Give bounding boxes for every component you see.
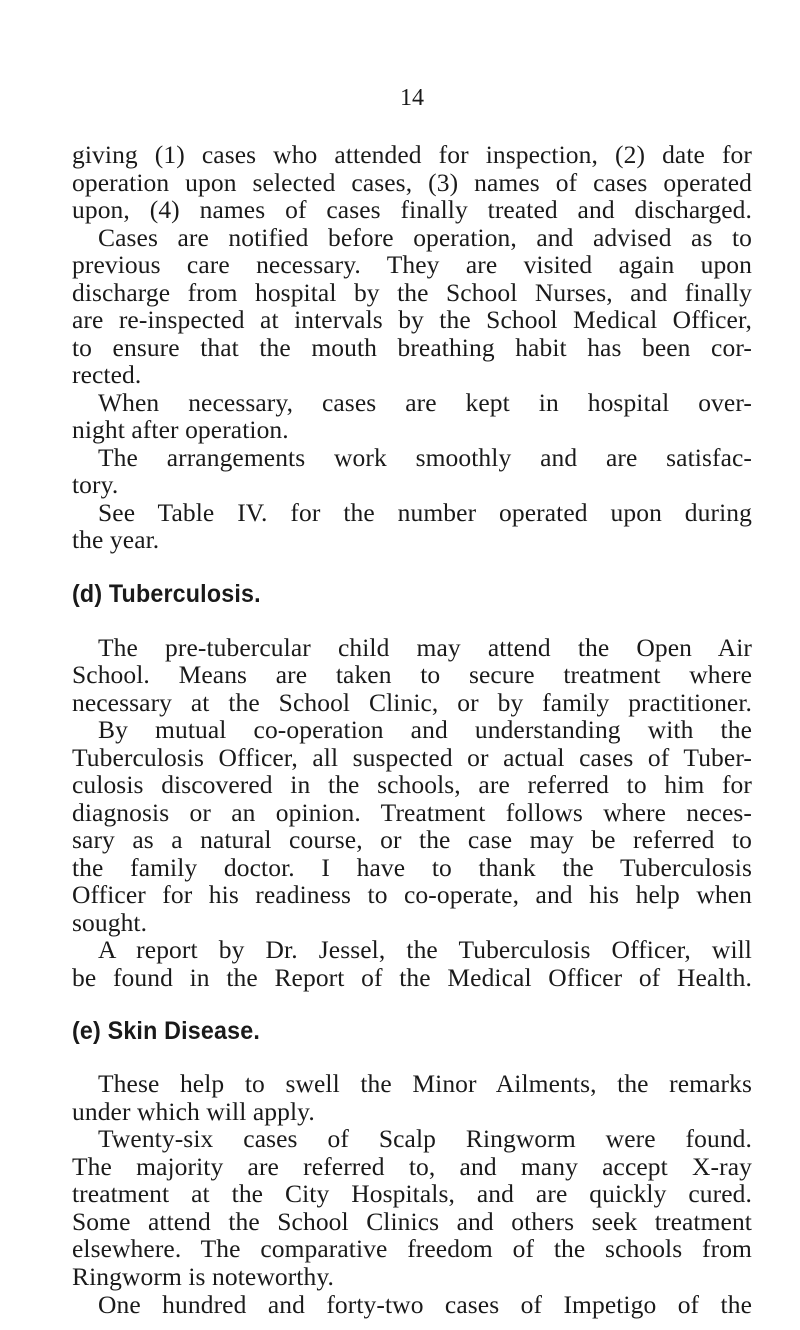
- text-line: treatment at the City Hospitals, and are quickly cured.: [72, 1179, 752, 1209]
- text-line: Some attend the School Clinics and others seek treatment: [72, 1206, 752, 1236]
- text-line: upon, (4) names of cases finally treated and discharged.: [72, 195, 752, 225]
- text-line: elsewhere. The comparative freedom of the schools from: [72, 1234, 752, 1264]
- text-line: School. Means are taken to secure treatment where: [72, 660, 752, 690]
- text-line: the family doctor. I have to thank the Tuberculosis: [72, 852, 752, 882]
- text-line: to ensure that the mouth breathing habit has been cor-: [72, 332, 752, 362]
- section-heading-tuberculosis: (d) Tuberculosis.: [72, 580, 261, 609]
- text-line: The arrangements work smoothly and are satisfac-: [98, 442, 752, 472]
- text-line: The pre-tubercular child may attend the Open Air: [98, 632, 752, 662]
- text-line: A report by Dr. Jessel, the Tuberculosis Officer, will: [98, 935, 752, 965]
- text-line: operation upon selected cases, (3) names of cases operated: [72, 167, 752, 197]
- text-line: night after operation.: [72, 415, 289, 445]
- text-line: By mutual co-operation and understanding with the: [98, 715, 752, 745]
- text-line: sary as a natural course, or the case may be referred to: [72, 825, 752, 855]
- text-line: sought.: [72, 907, 148, 937]
- text-line: necessary at the School Clinic, or by family practitioner.: [72, 687, 752, 717]
- text-line: When necessary, cases are kept in hospital over-: [98, 387, 752, 417]
- text-line: Officer for his readiness to co-operate, and his help when: [72, 880, 752, 910]
- text-line: are re-inspected at intervals by the School Medical Officer,: [72, 305, 752, 335]
- section-heading-skin-disease: (e) Skin Disease.: [72, 1017, 260, 1046]
- page-number: 14: [400, 85, 424, 111]
- text-line: diagnosis or an opinion. Treatment follows where neces-: [72, 797, 752, 827]
- text-line: under which will apply.: [72, 1096, 315, 1126]
- text-line: the year.: [72, 525, 160, 555]
- text-line: Cases are notified before operation, and advised as to: [98, 222, 752, 252]
- text-line: previous care necessary. They are visited again upon: [72, 250, 752, 280]
- text-line: These help to swell the Minor Ailments, the remarks: [98, 1069, 752, 1099]
- text-line: be found in the Report of the Medical Officer of Health.: [72, 962, 752, 992]
- text-line: giving (1) cases who attended for inspection, (2) date for: [72, 140, 752, 169]
- text-line: rected.: [72, 360, 142, 390]
- text-line: Ringworm is noteworthy.: [72, 1261, 335, 1291]
- text-line: See Table IV. for the number operated upon during: [98, 497, 752, 527]
- text-line: tory.: [72, 470, 119, 500]
- text-line: discharge from hospital by the School Nurses, and finally: [72, 277, 752, 307]
- text-line: One hundred and forty-two cases of Impetigo of the: [98, 1289, 752, 1319]
- text-line: The majority are referred to, and many accept X-ray: [72, 1151, 752, 1181]
- text-line: culosis discovered in the schools, are referred to him for: [72, 770, 752, 800]
- text-line: Twenty-six cases of Scalp Ringworm were found.: [98, 1124, 752, 1154]
- text-line: Tuberculosis Officer, all suspected or actual cases of Tuber-: [72, 742, 752, 772]
